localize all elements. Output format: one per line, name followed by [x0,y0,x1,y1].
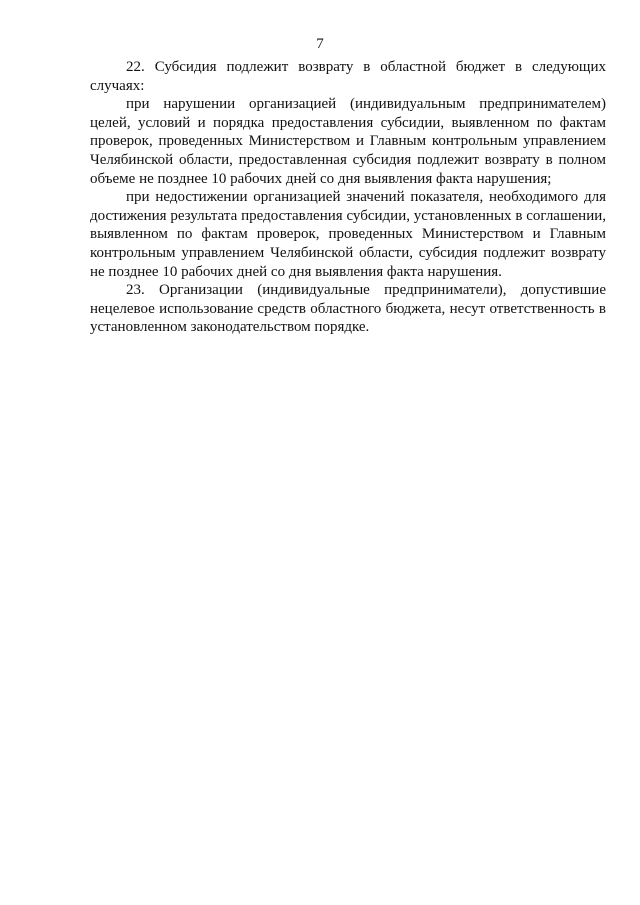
page-number: 7 [316,36,324,52]
paragraph-22-case-violation: при нарушении организацией (индивидуальным предпринимателем) целей, условий и порядка предоставления субсидии, выявленном по фактам проверок, проведенных Министерством и Главным контрольным управлением Челябинской области, предоставленная субсидия подлежит возврату в полном объеме не позднее 10 рабочих дней со дня выявления факта нарушения; [90,96,606,187]
paragraph-22-case-indicator: при недостижении организацией значений показателя, необходимого для достижения результата предоставления субсидии, установленных в соглашении, выявленном по фактам проверок, проведенных Министерством и Главным контрольным управлением Челябинской области, субсидия подлежит возврату не позднее 10 рабочих дней со дня выявления факта нарушения. [90,189,606,280]
document-body [90,58,606,337]
paragraph-22: 22. Субсидия подлежит возврату в областной бюджет в следующих случаях: [90,59,606,94]
paragraph-23: 23. Организации (индивидуальные предприниматели), допустившие нецелевое использование средств областного бюджета, несут ответственность в установленном законодательством порядке. [90,282,606,336]
